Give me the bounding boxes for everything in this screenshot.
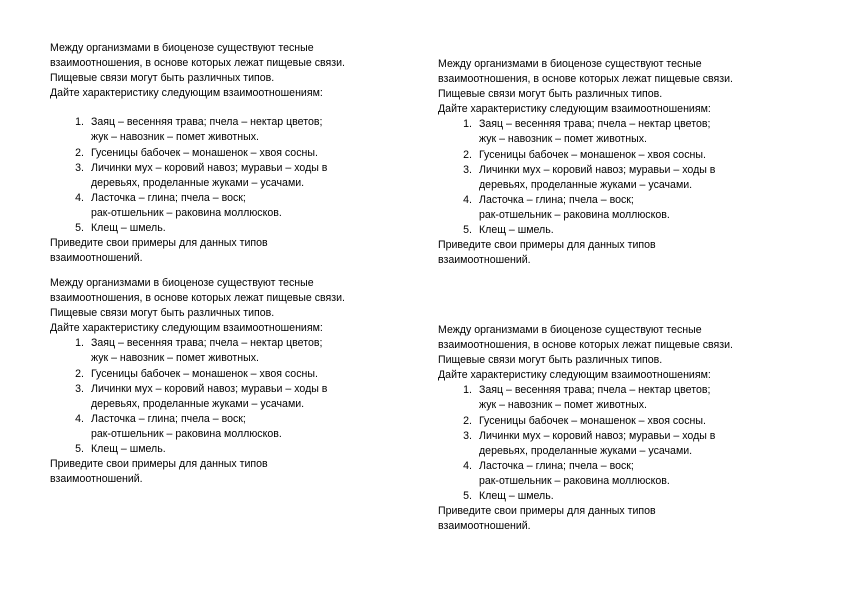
list-item: 4. Ласточка – глина; пчела – воск; рак-отшельник – раковина моллюсков.: [75, 412, 282, 440]
outro-line: Приведите свои примеры для данных типов: [50, 458, 268, 471]
intro-line: Пищевые связи могут быть различных типов.: [438, 354, 663, 367]
intro-line: Между организмами в биоценозе существуют тесные: [50, 277, 314, 289]
list-item: 1. Заяц – весенняя трава; пчела – нектар цветов; жук – навозник – помет животных.: [463, 384, 711, 412]
intro-line: взаимоотношения, в основе которых лежат пищевые связи.: [50, 292, 345, 305]
outro-line: Приведите свои примеры для данных типов: [438, 239, 656, 252]
task-list: [50, 336, 400, 457]
intro-line: Между организмами в биоценозе существуют тесные: [50, 42, 314, 54]
intro-line: Между организмами в биоценозе существуют тесные: [438, 324, 702, 336]
outro-line: Приведите свои примеры для данных типов: [438, 505, 656, 518]
list-item: 2. Гусеницы бабочек – монашенок – хвоя сосны.: [75, 367, 318, 380]
intro-line: Дайте характеристику следующим взаимоотношениям:: [50, 87, 323, 100]
list-item: 2. Гусеницы бабочек – монашенок – хвоя сосны.: [75, 146, 318, 159]
list-item: 5. Клещ – шмель.: [75, 443, 166, 456]
outro-line: взаимоотношений.: [438, 520, 531, 533]
intro-line: взаимоотношения, в основе которых лежат пищевые связи.: [438, 73, 733, 86]
task-list: [438, 383, 788, 504]
list-item: 1. Заяц – весенняя трава; пчела – нектар цветов; жук – навозник – помет животных.: [75, 116, 323, 144]
list-item: 2. Гусеницы бабочек – монашенок – хвоя сосны.: [463, 148, 706, 161]
list-item: 2. Гусеницы бабочек – монашенок – хвоя сосны.: [463, 414, 706, 427]
worksheet-block-top-left: [50, 41, 400, 266]
list-item: 4. Ласточка – глина; пчела – воск; рак-отшельник – раковина моллюсков.: [463, 193, 670, 221]
list-item: 3. Личинки мух – коровий навоз; муравьи – ходы в деревьях, проделанные жуками – усачами.: [463, 429, 716, 457]
intro-line: Пищевые связи могут быть различных типов.: [438, 88, 663, 101]
worksheet-block-bottom-right: [438, 323, 788, 534]
intro-line: Между организмами в биоценозе существуют тесные: [438, 58, 702, 70]
intro-line: Дайте характеристику следующим взаимоотношениям:: [50, 322, 323, 335]
list-item: 1. Заяц – весенняя трава; пчела – нектар цветов; жук – навозник – помет животных.: [75, 337, 323, 365]
list-item: 1. Заяц – весенняя трава; пчела – нектар цветов; жук – навозник – помет животных.: [463, 118, 711, 146]
list-item: 4. Ласточка – глина; пчела – воск; рак-отшельник – раковина моллюсков.: [463, 459, 670, 487]
list-item: 3. Личинки мух – коровий навоз; муравьи – ходы в деревьях, проделанные жуками – усачами.: [75, 382, 328, 410]
outro-line: Приведите свои примеры для данных типов: [50, 237, 268, 250]
outro-line: взаимоотношений.: [50, 252, 143, 265]
list-item: 3. Личинки мух – коровий навоз; муравьи – ходы в деревьях, проделанные жуками – усачами.: [75, 161, 328, 189]
list-item: 5. Клещ – шмель.: [463, 224, 554, 237]
intro-line: Дайте характеристику следующим взаимоотношениям:: [438, 369, 711, 382]
intro-line: взаимоотношения, в основе которых лежат пищевые связи.: [50, 57, 345, 70]
intro-line: взаимоотношения, в основе которых лежат пищевые связи.: [438, 339, 733, 352]
worksheet-block-top-right: [438, 57, 788, 268]
task-list: [438, 117, 788, 238]
worksheet-block-bottom-left: [50, 276, 400, 487]
list-item: 5. Клещ – шмель.: [75, 222, 166, 235]
intro-line: Пищевые связи могут быть различных типов.: [50, 72, 275, 85]
list-item: 5. Клещ – шмель.: [463, 490, 554, 503]
intro-line: Пищевые связи могут быть различных типов.: [50, 307, 275, 320]
outro-line: взаимоотношений.: [50, 473, 143, 486]
list-item: 3. Личинки мух – коровий навоз; муравьи – ходы в деревьях, проделанные жуками – усачами.: [463, 163, 716, 191]
intro-line: Дайте характеристику следующим взаимоотношениям:: [438, 103, 711, 116]
list-item: 4. Ласточка – глина; пчела – воск; рак-отшельник – раковина моллюсков.: [75, 191, 282, 219]
outro-line: взаимоотношений.: [438, 254, 531, 267]
task-list: [50, 115, 400, 236]
